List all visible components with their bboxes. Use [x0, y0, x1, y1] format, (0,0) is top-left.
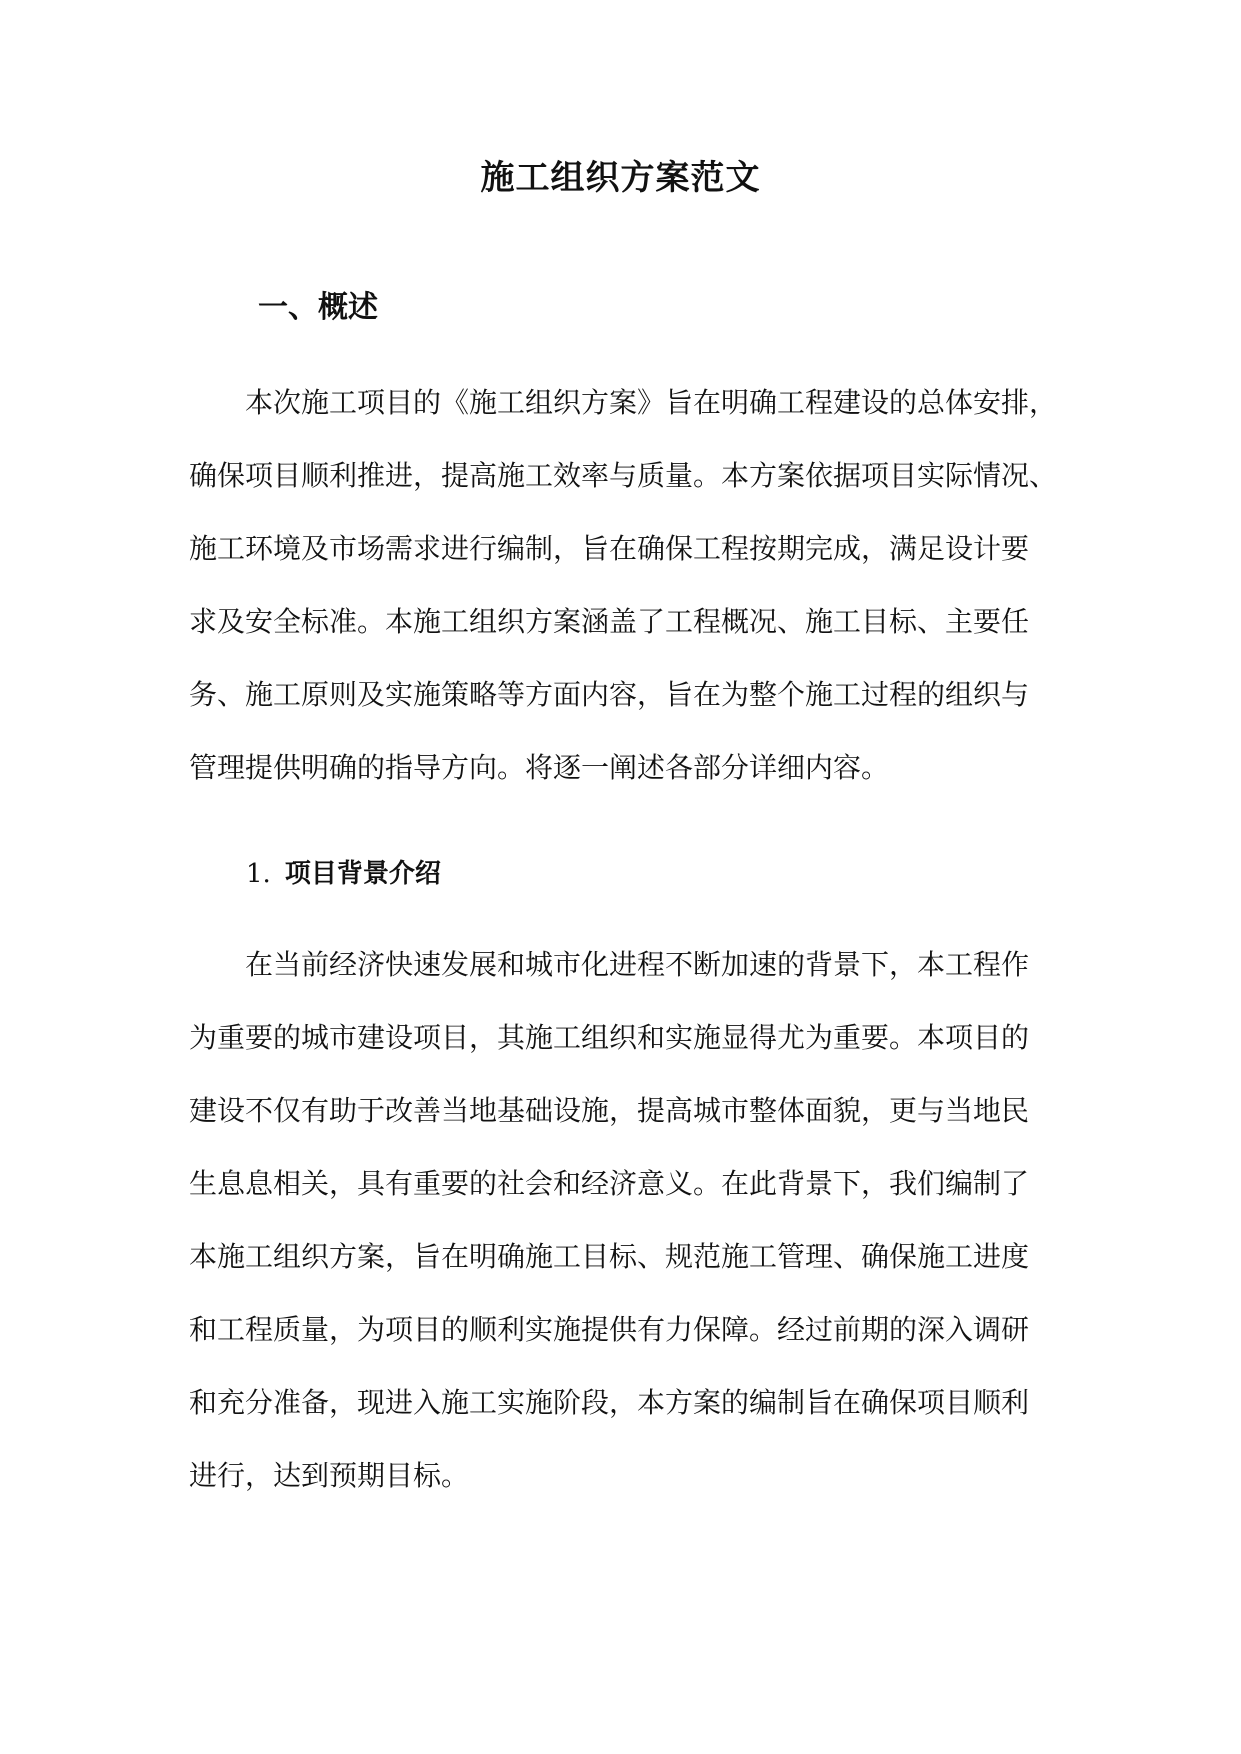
paragraph-line: 管理提供明确的指导方向。将逐一阐述各部分详细内容。 — [189, 751, 890, 784]
paragraph-line: 本施工组织方案，旨在明确施工目标、规范施工管理、确保施工进度 — [189, 1240, 1030, 1273]
paragraph-line: 进行，达到预期目标。 — [189, 1459, 470, 1492]
paragraph-line: 生息息相关，具有重要的社会和经济意义。在此背景下，我们编制了 — [189, 1167, 1030, 1200]
paragraph-line: 求及安全标准。本施工组织方案涵盖了工程概况、施工目标、主要任 — [189, 605, 1030, 638]
subsection-number: 1. — [246, 859, 271, 889]
subsection-heading-background — [246, 853, 441, 890]
paragraph-line: 在当前经济快速发展和城市化进程不断加速的背景下，本工程作 — [245, 948, 1030, 981]
paragraph-line: 确保项目顺利推进，提高施工效率与质量。本方案依据项目实际情况、 — [189, 459, 1058, 492]
paragraph-line: 建设不仅有助于改善当地基础设施，提高城市整体面貌，更与当地民 — [189, 1094, 1030, 1127]
document-title: 施工组织方案范文 — [480, 158, 761, 198]
paragraph-line: 本次施工项目的《施工组织方案》旨在明确工程建设的总体安排， — [245, 386, 1058, 419]
paragraph-line: 为重要的城市建设项目，其施工组织和实施显得尤为重要。本项目的 — [189, 1021, 1030, 1054]
section-heading-overview: 一、概述 — [258, 290, 378, 325]
paragraph-line: 和充分准备，现进入施工实施阶段，本方案的编制旨在确保项目顺利 — [189, 1386, 1030, 1419]
overview-paragraph — [189, 366, 1058, 804]
paragraph-line: 务、施工原则及实施策略等方面内容，旨在为整个施工过程的组织与 — [189, 678, 1030, 711]
subsection-title: 项目背景介绍 — [284, 859, 441, 889]
background-paragraph — [189, 928, 1055, 1512]
paragraph-line: 施工环境及市场需求进行编制，旨在确保工程按期完成，满足设计要 — [189, 532, 1030, 565]
paragraph-line: 和工程质量，为项目的顺利实施提供有力保障。经过前期的深入调研 — [189, 1313, 1030, 1346]
